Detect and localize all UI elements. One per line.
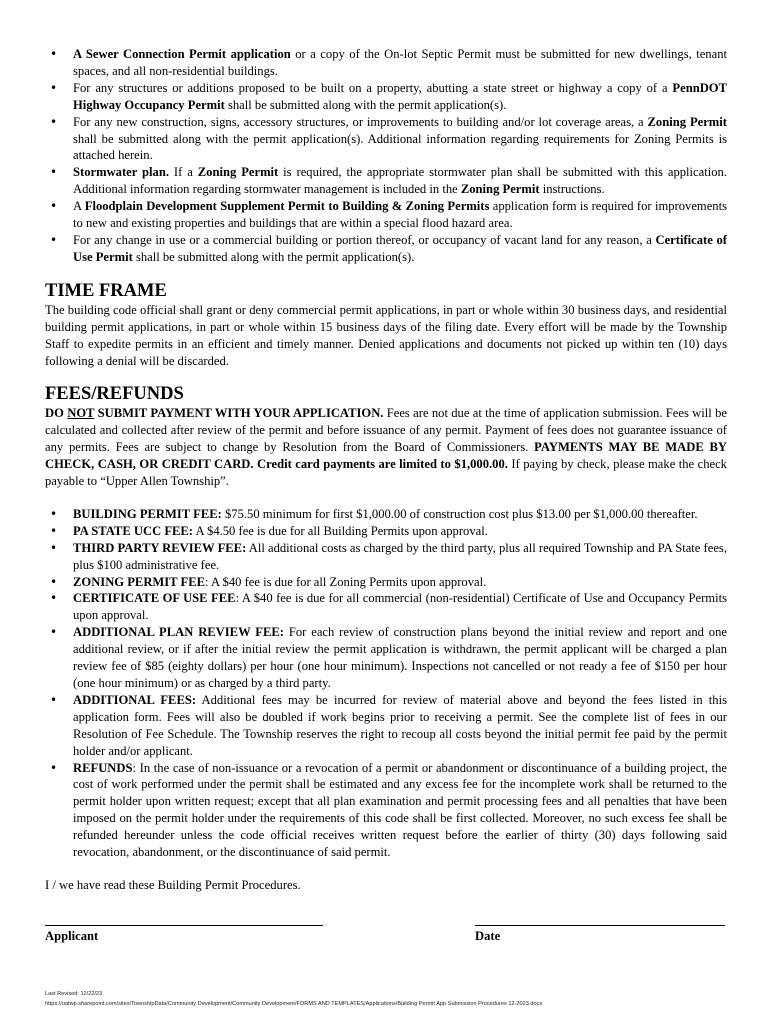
list-item <box>45 574 727 591</box>
date-signature-line[interactable] <box>475 925 725 926</box>
text-run: shall be submitted along with the permit application(s). <box>132 249 415 264</box>
text-run: Additional fees may be incurred for review of material above and beyond the fees listed in this application form. Fees will also be doubled if work begins prior to receiving a permit. See the complete list of fees in our Resolution of Fee Schedule. The Township reserves the right to recoup all costs beyond the initial permit fee paid by the permit holder and/or applicant. <box>73 692 727 758</box>
requirements-list <box>45 46 727 266</box>
text-run: For each review of construction plans beyond the initial review and report and one additional review, or if after the initial review the permit application is withdrawn, the permit applicant will be charged a plan review fee of $85 (eighty dollars) per hour (one hour minimum). Inspections not cancelled or not ready a fee of $150 per hour (one hour minimum) or as charged by a third party. <box>73 625 727 690</box>
text-run: or a copy of the On-lot Septic Permit must be submitted for new dwellings, tenant spaces, and all non-residential buildings. <box>73 47 727 78</box>
text-run: : In the case of non-issuance or a revocation of a permit or abandonment or discontinuance of a building project, the cost of work performed under the permit shall be estimated and any excess fee for the incomplete work shall be returned to the permit holder upon written request; except that all plan examination and permit processing fees and all penalties that have been imposed on the permit holder under the requirements of this code shall be first collected. Moreover, no such excess fee shall be refunded hereunder unless the code official receives written request before the earlier of thirty (30) days following said revocation, abandonment, or the discontinuance of said permit. <box>73 760 727 860</box>
text-run: application form is required for improvements to new and existing properties and buildings that are within a special flood hazard area. <box>73 199 727 231</box>
bold-text-run: Floodplain Development Supplement Permit to Building & Zoning Permits <box>84 199 490 214</box>
text-run: All additional costs as charged by the third party, plus all required Township and PA State fees, plus $100 administrative fee. <box>73 540 727 572</box>
bold-text-run: ADDITIONAL PLAN REVIEW FEE: <box>73 625 284 640</box>
bold-text-run: NOT <box>67 406 95 421</box>
text-run: Fees are not due at the time of application submission. Fees will be calculated and collected after review of the permit and before issuance of any permit. Payment of fees does not guarantee issuance of any permits. Fees are subject to change by Resolution from the Board of Commissioners. <box>45 406 727 455</box>
text-run: For any change in use or a commercial building or portion thereof, or occupancy of vacant land for any reason, a <box>73 232 656 247</box>
bold-text-run: SUBMIT PAYMENT WITH YOUR APPLICATION. <box>94 406 384 421</box>
bold-text-run: CERTIFICATE OF USE FEE <box>73 591 236 606</box>
list-item <box>45 624 727 692</box>
list-item <box>45 760 727 861</box>
time-frame-text: The building code official shall grant or deny commercial permit applications, in part or whole within 30 business days, and residential building permit applications, in part or whole within 15 business days of the filing date. Every effort will be made by the Township Staff to expedite permits in an efficient and timely manner. Denied applications and documents not picked up within ten (10) days following a denial will be discarded. <box>45 302 727 368</box>
footer-path: https://uatwp.sharepoint.com/sites/TownshipData/Community Development/Community Development/FORMS AND TEMPLATES/Applications/Building Permit App Submission Procedures 12-2023.docx <box>45 1000 543 1007</box>
bold-text-run: BUILDING PERMIT FEE: <box>73 506 222 521</box>
text-run: $75.50 minimum for first $1,000.00 of construction cost plus $13.00 per $1,000.00 thereafter. <box>221 506 698 521</box>
list-item <box>45 114 727 165</box>
bold-text-run: ADDITIONAL FEES: <box>73 692 197 707</box>
bold-text-run: PennDOT Highway Occupancy Permit <box>73 80 727 112</box>
bold-text-run: Zoning Permit <box>647 114 727 129</box>
bold-text-run: Stormwater plan. <box>73 165 169 180</box>
text-run: shall be submitted along with the permit application(s). <box>224 97 507 112</box>
bold-text-run: A Sewer Connection Permit application <box>73 47 291 61</box>
applicant-label: Applicant <box>45 929 99 943</box>
list-item <box>45 46 727 80</box>
list-item <box>45 692 727 760</box>
time-frame-heading: TIME FRAME <box>45 280 167 301</box>
bold-text-run: ZONING PERMIT FEE <box>73 574 206 589</box>
list-item <box>45 590 727 624</box>
applicant-signature-line[interactable] <box>45 925 323 926</box>
footer <box>45 990 542 1009</box>
fees-list <box>45 506 727 861</box>
footer-revised: Last Revised: 12/22/23 <box>45 991 103 997</box>
list-item <box>45 523 727 540</box>
date-label: Date <box>475 929 501 943</box>
list-item <box>45 80 727 114</box>
bold-text-run: THIRD PARTY REVIEW FEE: <box>73 540 247 555</box>
bold-text-run: REFUNDS <box>73 760 133 775</box>
list-item <box>45 506 727 523</box>
text-run: For any structures or additions proposed to be built on a property, abutting a state street or highway a copy of a <box>73 80 673 95</box>
list-item <box>45 164 727 198</box>
text-run: : A $40 fee is due for all commercial (non-residential) Certificate of Use and Occupancy Permits upon approval. <box>73 591 727 623</box>
bold-text-run: Certificate of Use Permit <box>73 232 727 264</box>
list-item <box>45 198 727 232</box>
text-run: A <box>73 199 85 214</box>
list-item <box>45 232 727 266</box>
bold-text-run: PAYMENTS MAY BE MADE BY CHECK, CASH, OR CREDIT CARD. Credit card payments are limited to $1,000.00. <box>45 440 727 472</box>
bold-text-run: Zoning Permit <box>197 165 279 180</box>
bold-text-run: DO <box>45 406 68 421</box>
fees-heading: FEES/REFUNDS <box>45 384 184 405</box>
text-run: If paying by check, please make the check payable to “Upper Allen Township”. <box>45 457 727 489</box>
text-run: shall be submitted along with the permit application(s). Additional information regarding requirements for Zoning Permits is attached herein. <box>73 131 727 163</box>
text-run: instructions. <box>539 182 605 197</box>
text-run: If a <box>169 165 198 180</box>
text-run: A $4.50 fee is due for all Building Permits upon approval. <box>193 523 488 538</box>
text-run: : A $40 fee is due for all Zoning Permits upon approval. <box>205 574 487 589</box>
bold-text-run: Zoning Permit <box>460 182 540 197</box>
fees-intro <box>45 405 727 490</box>
text-run: For any new construction, signs, accessory structures, or improvements to building and/or lot coverage areas, a <box>73 114 648 129</box>
text-run: is required, the appropriate stormwater plan shall be submitted with this application. Additional information regarding stormwater management is included in the <box>73 165 727 197</box>
acknowledgement-text: I / we have read these Building Permit Procedures. <box>45 877 301 892</box>
document-body <box>45 46 727 894</box>
bold-text-run: PA STATE UCC FEE: <box>73 523 194 538</box>
list-item <box>45 540 727 574</box>
